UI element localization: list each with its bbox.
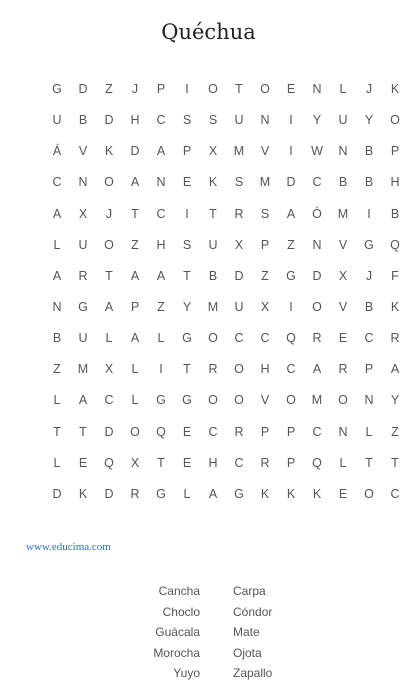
grid-cell: Y (312, 113, 322, 128)
word-list-row (150, 605, 290, 626)
grid-cell: P (364, 362, 374, 377)
grid-cell: Z (261, 268, 269, 283)
grid-cell: G (286, 268, 296, 283)
grid-cell: M (207, 299, 219, 314)
grid-cell: A (156, 144, 166, 159)
grid-cell: Q (390, 237, 400, 252)
grid-cell: T (157, 455, 165, 470)
grid-cell: U (78, 237, 88, 252)
grid-cell: T (79, 424, 87, 439)
grid-cell: E (338, 486, 348, 501)
grid-cell: R (234, 206, 244, 221)
grid-cell: G (78, 299, 88, 314)
grid-cell: C (364, 331, 374, 346)
grid-cell: K (78, 486, 88, 501)
grid-cell: I (185, 206, 189, 221)
grid-cell: N (312, 82, 322, 96)
word-item: Morocha (153, 645, 200, 660)
grid-cell: A (130, 268, 140, 283)
grid-cell: N (260, 113, 270, 128)
grid-cell: P (260, 237, 270, 252)
grid-cell: Z (53, 362, 61, 377)
grid-cell: V (338, 237, 348, 252)
grid-cell: T (209, 206, 217, 221)
grid-cell: K (260, 486, 270, 501)
grid-cell: A (52, 206, 62, 221)
grid-cell: R (234, 424, 244, 439)
grid-cell: Q (312, 455, 322, 470)
grid-cell: R (208, 362, 218, 377)
word-item: Carpa (233, 584, 266, 598)
grid-cell: I (289, 299, 293, 314)
grid-cell: O (208, 331, 218, 346)
grid-row (44, 297, 408, 328)
grid-cell: O (364, 486, 374, 501)
grid-cell: H (260, 362, 270, 377)
grid-cell: B (78, 113, 88, 128)
grid-cell: U (208, 237, 218, 252)
grid-cell: X (338, 268, 348, 283)
grid-cell: L (365, 424, 373, 439)
grid-cell: T (235, 82, 243, 96)
word-search-grid (44, 79, 408, 515)
grid-cell: W (311, 144, 323, 159)
grid-cell: A (286, 206, 296, 221)
grid-cell: G (182, 331, 192, 346)
grid-cell: H (130, 113, 140, 128)
grid-cell: X (208, 144, 218, 159)
grid-cell: Y (364, 113, 374, 128)
grid-cell: J (105, 206, 113, 221)
grid-cell: Á (52, 144, 62, 159)
grid-cell: A (130, 175, 140, 190)
grid-cell: O (104, 237, 114, 252)
grid-cell: R (390, 331, 400, 346)
grid-cell: G (52, 82, 62, 96)
grid-cell: X (78, 206, 88, 221)
grid-cell: H (208, 455, 218, 470)
grid-cell: M (233, 144, 245, 159)
word-item: Zapallo (233, 666, 273, 680)
grid-row (44, 359, 408, 390)
grid-cell: O (312, 299, 322, 314)
grid-cell: B (364, 299, 374, 314)
grid-cell: C (234, 455, 244, 470)
grid-cell: C (312, 424, 322, 439)
word-item: Cancha (158, 584, 200, 598)
grid-cell: C (260, 331, 270, 346)
grid-cell: N (78, 175, 88, 190)
grid-cell: M (311, 393, 323, 408)
grid-cell: G (182, 393, 192, 408)
grid-cell: K (390, 299, 400, 314)
grid-cell: P (260, 424, 270, 439)
grid-cell: N (156, 175, 166, 190)
grid-cell: V (338, 299, 348, 314)
grid-cell: J (365, 268, 373, 283)
grid-cell: N (312, 237, 322, 252)
grid-cell: V (78, 144, 88, 159)
grid-cell: I (185, 82, 189, 96)
grid-cell: L (105, 331, 113, 346)
puzzle-title: Quéchua (161, 20, 256, 44)
grid-cell: E (286, 82, 296, 96)
grid-cell: O (208, 82, 218, 96)
grid-cell: Z (391, 424, 399, 439)
grid-row (44, 141, 408, 172)
grid-cell: Q (286, 331, 296, 346)
grid-cell: E (182, 175, 192, 190)
grid-cell: X (130, 455, 140, 470)
word-list-row (150, 625, 290, 646)
grid-cell: A (52, 268, 62, 283)
grid-cell: L (131, 393, 139, 408)
grid-cell: V (260, 144, 270, 159)
word-item: Yuyo (173, 666, 200, 680)
grid-cell: R (260, 455, 270, 470)
grid-cell: C (286, 362, 296, 377)
grid-row (44, 390, 408, 421)
word-list-row (150, 646, 290, 667)
grid-cell: L (131, 362, 139, 377)
grid-cell: O (104, 175, 114, 190)
grid-cell: I (367, 206, 371, 221)
grid-row (44, 172, 408, 203)
grid-cell: C (208, 424, 218, 439)
grid-cell: B (208, 268, 218, 283)
grid-row (44, 204, 408, 235)
grid-cell: O (286, 393, 296, 408)
grid-row (44, 453, 408, 484)
grid-cell: Z (105, 82, 113, 96)
grid-cell: C (52, 175, 62, 190)
grid-cell: A (104, 299, 114, 314)
grid-cell: J (365, 82, 373, 96)
grid-cell: T (183, 362, 191, 377)
grid-cell: M (337, 206, 349, 221)
grid-cell: L (157, 331, 165, 346)
grid-cell: T (53, 424, 61, 439)
grid-cell: Z (287, 237, 295, 252)
grid-cell: T (183, 268, 191, 283)
grid-cell: O (130, 424, 140, 439)
grid-cell: D (234, 268, 244, 283)
grid-cell: D (104, 113, 114, 128)
grid-cell: X (234, 237, 244, 252)
grid-cell: D (104, 424, 114, 439)
grid-cell: E (182, 424, 192, 439)
grid-cell: M (77, 362, 89, 377)
grid-cell: R (338, 362, 348, 377)
grid-cell: G (234, 486, 244, 501)
grid-cell: G (364, 237, 374, 252)
grid-cell: Y (390, 393, 400, 408)
grid-cell: Q (156, 424, 166, 439)
grid-cell: T (105, 268, 113, 283)
grid-row (44, 79, 408, 110)
grid-cell: X (260, 299, 270, 314)
grid-cell: C (312, 175, 322, 190)
grid-cell: D (286, 175, 296, 190)
word-item: Guácala (155, 625, 200, 639)
grid-cell: H (156, 237, 166, 252)
grid-cell: O (390, 113, 400, 128)
word-list-row (150, 666, 290, 687)
grid-cell: K (390, 82, 400, 96)
grid-cell: V (260, 393, 270, 408)
grid-cell: K (312, 486, 322, 501)
grid-cell: X (104, 362, 114, 377)
grid-cell: D (104, 486, 114, 501)
grid-cell: S (260, 206, 270, 221)
grid-cell: P (182, 144, 192, 159)
grid-cell: R (78, 268, 88, 283)
grid-cell: Y (182, 299, 192, 314)
grid-cell: O (234, 393, 244, 408)
grid-cell: D (130, 144, 140, 159)
grid-row (44, 266, 408, 297)
grid-cell: U (78, 331, 88, 346)
grid-cell: Ó (312, 206, 322, 221)
grid-cell: H (390, 175, 400, 190)
grid-cell: S (234, 175, 244, 190)
grid-cell: O (260, 82, 270, 96)
word-item: Choclo (162, 604, 200, 619)
grid-cell: L (53, 455, 61, 470)
grid-cell: C (156, 113, 166, 128)
grid-cell: M (259, 175, 271, 190)
word-item: Mate (233, 625, 260, 639)
grid-cell: A (156, 268, 166, 283)
grid-cell: B (338, 175, 348, 190)
grid-cell: A (312, 362, 322, 377)
grid-cell: O (234, 362, 244, 377)
grid-cell: B (364, 144, 374, 159)
grid-cell: O (208, 393, 218, 408)
grid-cell: F (391, 268, 399, 283)
grid-cell: R (130, 486, 140, 501)
grid-cell: U (338, 113, 348, 128)
grid-cell: K (286, 486, 296, 501)
grid-cell: D (52, 486, 62, 501)
grid-cell: I (289, 113, 293, 128)
grid-row (44, 328, 408, 359)
grid-row (44, 235, 408, 266)
word-item: Ojota (233, 645, 262, 660)
grid-cell: K (104, 144, 114, 159)
grid-cell: E (182, 455, 192, 470)
grid-cell: S (182, 113, 192, 128)
grid-cell: D (312, 268, 322, 283)
grid-cell: T (365, 455, 373, 470)
grid-row (44, 422, 408, 453)
grid-cell: A (130, 331, 140, 346)
grid-cell: N (338, 144, 348, 159)
grid-cell: C (156, 206, 166, 221)
grid-cell: Z (131, 237, 139, 252)
grid-cell: D (78, 82, 88, 96)
grid-cell: L (183, 486, 191, 501)
grid-cell: C (234, 331, 244, 346)
grid-cell: C (104, 393, 114, 408)
grid-cell: O (338, 393, 348, 408)
grid-row (44, 110, 408, 141)
grid-cell: G (156, 393, 166, 408)
grid-cell: T (131, 206, 139, 221)
grid-cell: U (234, 299, 244, 314)
grid-cell: S (208, 113, 218, 128)
grid-cell: L (53, 393, 61, 408)
grid-row (44, 484, 408, 515)
grid-cell: G (156, 486, 166, 501)
grid-cell: P (130, 299, 140, 314)
educima-link[interactable]: www.educima.com (26, 541, 111, 553)
grid-cell: I (159, 362, 163, 377)
grid-cell: Z (157, 299, 165, 314)
grid-cell: B (390, 206, 400, 221)
grid-cell: E (338, 331, 348, 346)
grid-cell: L (339, 455, 347, 470)
grid-cell: A (78, 393, 88, 408)
grid-cell: B (52, 331, 62, 346)
grid-cell: U (52, 113, 62, 128)
grid-cell: U (234, 113, 244, 128)
grid-cell: A (208, 486, 218, 501)
grid-cell: R (312, 331, 322, 346)
grid-cell: J (131, 82, 139, 96)
grid-cell: T (391, 455, 399, 470)
grid-cell: P (286, 424, 296, 439)
grid-cell: L (339, 82, 347, 96)
grid-cell: P (390, 144, 400, 159)
grid-cell: L (53, 237, 61, 252)
grid-cell: P (286, 455, 296, 470)
grid-cell: P (156, 82, 166, 96)
grid-cell: A (390, 362, 400, 377)
word-list (150, 584, 290, 687)
word-item: Cóndor (233, 604, 273, 619)
grid-cell: B (364, 175, 374, 190)
grid-cell: N (338, 424, 348, 439)
grid-cell: S (182, 237, 192, 252)
grid-cell: E (78, 455, 88, 470)
grid-cell: Q (104, 455, 114, 470)
grid-cell: I (289, 144, 293, 159)
grid-cell: K (208, 175, 218, 190)
grid-cell: C (390, 486, 400, 501)
grid-cell: N (52, 299, 62, 314)
word-list-row (150, 584, 290, 605)
grid-cell: N (364, 393, 374, 408)
